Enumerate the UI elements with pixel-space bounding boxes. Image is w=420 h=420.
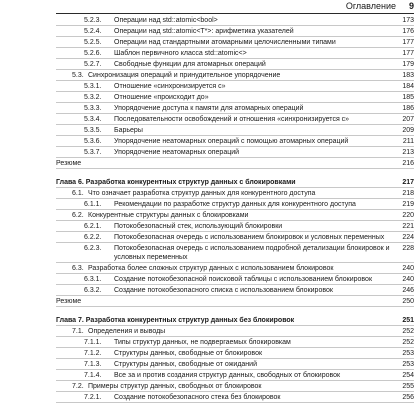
- toc-entry[interactable]: [56, 125, 414, 136]
- toc-entry-page: 177: [402, 38, 414, 46]
- toc-entry-page: 221: [402, 222, 414, 230]
- toc-entry-title: Глава 6. Разработка конкурентных структур данных с блокировками: [56, 178, 296, 186]
- toc-entry-number: 5.3.3.: [84, 104, 102, 112]
- toc-entry[interactable]: [56, 263, 414, 274]
- toc-entry[interactable]: [56, 348, 414, 359]
- toc-entry-number: 6.3.2.: [84, 286, 102, 294]
- toc-entry-number: 7.1.1.: [84, 338, 102, 346]
- toc-chapter-entry[interactable]: [56, 177, 414, 188]
- toc-entry-title: Резюме: [56, 297, 82, 305]
- toc-entry-page: 252: [402, 338, 414, 346]
- toc-entry-number: 5.3.2.: [84, 93, 102, 101]
- toc-entry-title: Примеры структур данных, свободных от блокировок: [88, 382, 262, 390]
- toc-entry[interactable]: [56, 114, 414, 125]
- toc-entry-title: Создание потокобезопасного списка с использованием блокировок: [114, 286, 333, 294]
- page-number: 9: [408, 1, 414, 11]
- toc-entry-page: 173: [402, 16, 414, 24]
- toc-entry[interactable]: [56, 392, 414, 403]
- toc-entry-number: 5.2.6.: [84, 49, 102, 57]
- toc-entry-page: 185: [402, 93, 414, 101]
- toc-entry[interactable]: [56, 381, 414, 392]
- toc-entry-page: 253: [402, 360, 414, 368]
- toc-entry-number: 6.1.1.: [84, 200, 102, 208]
- toc-entry-number: 5.3.4.: [84, 115, 102, 123]
- toc-entry[interactable]: [56, 158, 414, 169]
- toc-entry[interactable]: [56, 326, 414, 337]
- page-header: [0, 0, 420, 14]
- toc-entry[interactable]: [56, 359, 414, 370]
- toc-entry[interactable]: [56, 285, 414, 296]
- toc-entry-number: 5.2.5.: [84, 38, 102, 46]
- toc-entry-title: Операции над std::atomic<bool>: [114, 16, 218, 24]
- toc-entry-title: Создание потокобезопасной поисковой таблицы с использованием блокировок: [114, 275, 373, 283]
- toc-entry-title: Последовательности освобождений и отношения «синхронизируется с»: [114, 115, 350, 123]
- toc-entry-page: 228: [402, 244, 414, 252]
- toc-entry-number: 6.2.3.: [84, 244, 102, 252]
- toc-entry-number: 7.2.1.: [84, 393, 102, 401]
- toc-entry[interactable]: [56, 221, 414, 232]
- toc-entry[interactable]: [56, 70, 414, 81]
- toc-entry-number: 5.2.3.: [84, 16, 102, 24]
- toc-entry-title: Операции над std::atomic<T*>: арифметика указателей: [114, 27, 294, 35]
- toc-entry[interactable]: [56, 274, 414, 285]
- toc-entry[interactable]: [56, 243, 414, 263]
- toc-entry-page: 216: [402, 159, 414, 167]
- toc-entry-title: Потокобезопасный стек, использующий блокировки: [114, 222, 283, 230]
- toc-entry-page: 254: [402, 371, 414, 379]
- toc-entry-page: 246: [402, 286, 414, 294]
- toc-entry-title: Глава 7. Разработка конкурентных структур данных без блокировок: [56, 316, 295, 324]
- toc-entry[interactable]: [56, 210, 414, 221]
- toc-entry-number: 6.2.: [72, 211, 84, 219]
- toc-entry-title: Резюме: [56, 159, 82, 167]
- toc-entry-title: Определения и выводы: [88, 327, 166, 335]
- toc-entry-number: 6.1.: [72, 189, 84, 197]
- toc-entry-number: 7.2.: [72, 382, 84, 390]
- toc-entry-title: Создание потокобезопасного стека без блокировок: [114, 393, 281, 401]
- toc-entry-number: 6.2.2.: [84, 233, 102, 241]
- toc-entry-page: 255: [402, 382, 414, 390]
- toc-entry-number: 6.3.: [72, 264, 84, 272]
- toc-entry-number: 7.1.: [72, 327, 84, 335]
- toc-entry-page: 179: [402, 60, 414, 68]
- toc-entry-title: Свободные функции для атомарных операций: [114, 60, 266, 68]
- toc-entry[interactable]: [56, 15, 414, 26]
- toc-entry-page: 219: [402, 200, 414, 208]
- toc-entry-number: 7.1.2.: [84, 349, 102, 357]
- toc-entry-title: Конкурентные структуры данных с блокировками: [88, 211, 249, 219]
- toc-entry[interactable]: [56, 337, 414, 348]
- toc-entry-number: 5.3.6.: [84, 137, 102, 145]
- toc-entry-number: 5.3.1.: [84, 82, 102, 90]
- toc-entry[interactable]: [56, 296, 414, 307]
- toc-entry[interactable]: [56, 48, 414, 59]
- toc-entry-number: 7.1.3.: [84, 360, 102, 368]
- toc-entry[interactable]: [56, 92, 414, 103]
- toc-entry-page: 220: [402, 211, 414, 219]
- toc-entry[interactable]: [56, 103, 414, 114]
- toc-entry-number: 5.3.7.: [84, 148, 102, 156]
- toc-chapter-entry[interactable]: [56, 315, 414, 326]
- toc-entry-title: Рекомендации по разработке структур данных для конкурентного доступа: [114, 200, 356, 208]
- toc-entry-title: Шаблон первичного класса std::atomic<>: [114, 49, 247, 57]
- toc-entry-page: 253: [402, 349, 414, 357]
- toc-entry-page: 213: [402, 148, 414, 156]
- toc-entry-number: 5.3.: [72, 71, 84, 79]
- table-of-contents: [56, 15, 414, 403]
- toc-entry-title: Отношение «синхронизируется с»: [114, 82, 226, 90]
- toc-entry-page: 250: [402, 297, 414, 305]
- toc-entry-title: Отношение «происходит до»: [114, 93, 209, 101]
- toc-entry-number: 5.2.7.: [84, 60, 102, 68]
- toc-entry-title: Разработка более сложных структур данных с использованием блокировок: [88, 264, 334, 272]
- toc-entry-page: 256: [402, 393, 414, 401]
- toc-entry-page: 240: [402, 264, 414, 272]
- toc-entry[interactable]: [56, 199, 414, 210]
- toc-entry-page: 251: [402, 316, 414, 324]
- toc-entry-title: Упорядочение неатомарных операций: [114, 148, 240, 156]
- toc-entry[interactable]: [56, 59, 414, 70]
- toc-entry[interactable]: [56, 370, 414, 381]
- toc-entry-page: 176: [402, 27, 414, 35]
- toc-entry-page: 186: [402, 104, 414, 112]
- toc-entry-title: Барьеры: [114, 126, 143, 134]
- toc-entry-page: 224: [402, 233, 414, 241]
- toc-entry-page: 240: [402, 275, 414, 283]
- toc-entry-title: Операции над стандартными атомарными целочисленными типами: [114, 38, 336, 46]
- toc-entry[interactable]: [56, 188, 414, 199]
- toc-entry[interactable]: [56, 136, 414, 147]
- toc-entry-page: 252: [402, 327, 414, 335]
- toc-entry-title: Потокобезопасная очередь с использованием блокировок и условных переменных: [114, 233, 385, 241]
- toc-entry-number: 7.1.4.: [84, 371, 102, 379]
- toc-entry-title: Упорядочение неатомарных операций с помощью атомарных операций: [114, 137, 349, 145]
- toc-entry-title: Типы структур данных, не подвергаемых блокировкам: [114, 338, 291, 346]
- toc-entry-number: 6.3.1.: [84, 275, 102, 283]
- toc-entry-page: 211: [402, 137, 414, 145]
- toc-entry-title: Потокобезопасная очередь с использованием подробной детализации блокировок и условных переменных: [114, 244, 390, 261]
- toc-entry-number: 6.2.1.: [84, 222, 102, 230]
- toc-entry[interactable]: [56, 147, 414, 158]
- toc-entry[interactable]: [56, 232, 414, 243]
- toc-entry-title: Структуры данных, свободные от ожиданий: [114, 360, 257, 368]
- toc-entry[interactable]: [56, 26, 414, 37]
- toc-entry-title: Структуры данных, свободные от блокировок: [114, 349, 263, 357]
- toc-entry-number: 5.3.5.: [84, 126, 102, 134]
- toc-entry-page: 217: [402, 178, 414, 186]
- toc-entry-page: 218: [402, 189, 414, 197]
- toc-entry-page: 183: [402, 71, 414, 79]
- toc-entry-page: 184: [402, 82, 414, 90]
- toc-entry-title: Все за и против создания структур данных, свободных от блокировок: [114, 371, 341, 379]
- toc-entry[interactable]: [56, 37, 414, 48]
- toc-entry-page: 209: [402, 126, 414, 134]
- toc-entry-number: 5.2.4.: [84, 27, 102, 35]
- toc-entry-page: 177: [402, 49, 414, 57]
- toc-entry[interactable]: [56, 81, 414, 92]
- toc-entry-title: Что означает разработка структур данных для конкурентного доступа: [88, 189, 316, 197]
- toc-entry-page: 207: [402, 115, 414, 123]
- toc-entry-title: Синхронизация операций и принудительное упорядочение: [88, 71, 281, 79]
- toc-entry-title: Упорядочение доступа к памяти для атомарных операций: [114, 104, 304, 112]
- running-head-title: Оглавление: [345, 1, 396, 11]
- header-divider: [56, 13, 414, 14]
